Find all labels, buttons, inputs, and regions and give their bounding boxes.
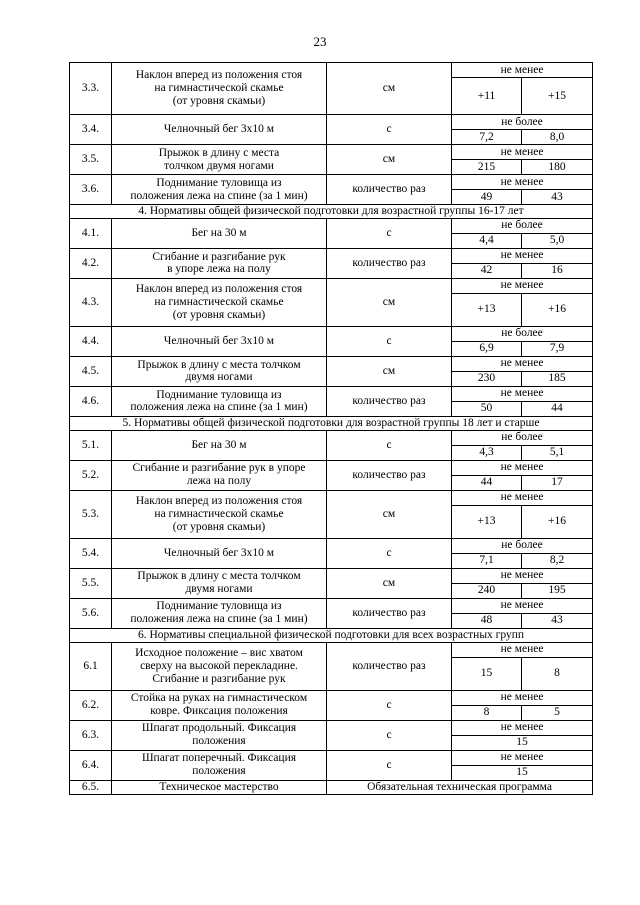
exercise-name: [112, 568, 327, 598]
exercise-line: Сгибание и разгибание рук: [152, 250, 286, 263]
exercise-line: положения лежа на спине (за 1 мин): [130, 189, 308, 202]
exercise-name: [112, 248, 327, 278]
exercise-name: [112, 278, 327, 326]
qualifier: не более: [452, 115, 593, 130]
row-number: 5.4.: [70, 538, 112, 568]
exercise-line: Прыжок в длину с места толчком: [137, 358, 301, 371]
table-row: [70, 568, 593, 583]
exercise-name: [112, 356, 327, 386]
exercise-name: [112, 430, 327, 460]
exercise-line: положения: [192, 765, 246, 778]
qualifier: не менее: [452, 750, 593, 765]
exercise-line: Поднимание туловища из: [156, 176, 282, 189]
exercise-name: [112, 690, 327, 720]
exercise-line: Челночный бег 3х10 м: [163, 123, 275, 136]
table-row: [70, 598, 593, 613]
exercise-name: [112, 63, 327, 115]
exercise-line: Наклон вперед из положения стоя: [135, 69, 303, 82]
table-row: [70, 386, 593, 401]
norm-value-male: 230: [452, 371, 522, 386]
exercise-line: Челночный бег 3х10 м: [163, 546, 275, 559]
exercise-line: на гимнастической скамье: [154, 82, 284, 95]
exercise-line: Поднимание туловища из: [156, 388, 282, 401]
table-row: [70, 490, 593, 505]
unit: количество раз: [327, 460, 452, 490]
norm-value-male: 42: [452, 263, 522, 278]
row-number: 4.4.: [70, 326, 112, 356]
qualifier: не менее: [452, 145, 593, 160]
qualifier: не более: [452, 218, 593, 233]
exercise-line: Исходное положение – вис хватом: [135, 646, 303, 659]
row-number: 6.1: [70, 642, 112, 690]
table-row: [70, 642, 593, 657]
section-title: 5. Нормативы общей физической подготовки для возрастной группы 18 лет и старше: [70, 416, 593, 430]
norm-value-male: 49: [452, 190, 522, 205]
exercise-name: [112, 326, 327, 356]
section-header-row: [70, 628, 593, 642]
exercise-line: Бег на 30 м: [191, 226, 247, 239]
row-number: 3.3.: [70, 63, 112, 115]
row-number: 5.3.: [70, 490, 112, 538]
unit: см: [327, 356, 452, 386]
exercise-name: [112, 115, 327, 145]
exercise-name: [112, 750, 327, 780]
exercise-line: Техническое мастерство: [159, 780, 279, 793]
table-row: [70, 326, 593, 341]
norm-value-male: 240: [452, 583, 522, 598]
qualifier: не менее: [452, 356, 593, 371]
table-row: [70, 720, 593, 735]
unit: количество раз: [327, 386, 452, 416]
table-row: [70, 248, 593, 263]
table-row: [70, 538, 593, 553]
row-number: 5.2.: [70, 460, 112, 490]
row-number: 6.2.: [70, 690, 112, 720]
exercise-line: Наклон вперед из положения стоя: [135, 494, 303, 507]
norm-value-male: +13: [452, 293, 522, 326]
exercise-line: Поднимание туловища из: [156, 600, 282, 613]
qualifier: не менее: [452, 568, 593, 583]
exercise-name: [112, 145, 327, 175]
exercise-line: двумя ногами: [185, 371, 253, 384]
exercise-line: сверху на высокой перекладине.: [140, 659, 298, 672]
row-number: 6.4.: [70, 750, 112, 780]
exercise-line: Наклон вперед из положения стоя: [135, 283, 303, 296]
norm-value-female: 43: [522, 613, 593, 628]
norm-value-female: +16: [522, 293, 593, 326]
exercise-line: Бег на 30 м: [191, 438, 247, 451]
exercise-line: на гимнастической скамье: [154, 295, 284, 308]
qualifier: не менее: [452, 63, 593, 78]
qualifier: не менее: [452, 490, 593, 505]
row-number: 5.5.: [70, 568, 112, 598]
unit: количество раз: [327, 598, 452, 628]
norm-value-female: 8: [522, 657, 593, 690]
unit: с: [327, 430, 452, 460]
table-row: [70, 750, 593, 765]
qualifier: не более: [452, 326, 593, 341]
qualifier: не более: [452, 430, 593, 445]
exercise-line: (от уровня скамьи): [172, 520, 266, 533]
exercise-line: ковре. Фиксация положения: [150, 705, 288, 718]
section-header-row: [70, 416, 593, 430]
norm-value-male: 15: [452, 657, 522, 690]
qualifier: не менее: [452, 720, 593, 735]
norm-value: 15: [452, 765, 593, 780]
unit: количество раз: [327, 642, 452, 690]
norm-value-male: 4,3: [452, 445, 522, 460]
exercise-line: Челночный бег 3х10 м: [163, 334, 275, 347]
exercise-line: (от уровня скамьи): [172, 308, 266, 321]
exercise-name: [112, 642, 327, 690]
norm-value-female: 8,2: [522, 553, 593, 568]
table-row: [70, 175, 593, 190]
row-number: 3.6.: [70, 175, 112, 205]
norm-value-female: 7,9: [522, 341, 593, 356]
qualifier: не менее: [452, 598, 593, 613]
unit: с: [327, 720, 452, 750]
exercise-line: Сгибание и разгибание рук: [152, 672, 286, 685]
qualifier: не менее: [452, 460, 593, 475]
row-number: 3.5.: [70, 145, 112, 175]
exercise-name: [112, 218, 327, 248]
unit: с: [327, 750, 452, 780]
exercise-line: Сгибание и разгибание рук в упоре: [132, 462, 306, 475]
row-number: 4.1.: [70, 218, 112, 248]
norm-value-male: 44: [452, 475, 522, 490]
unit: см: [327, 278, 452, 326]
table-row: [70, 460, 593, 475]
section-header-row: [70, 205, 593, 219]
unit: с: [327, 538, 452, 568]
norm-value-male: 48: [452, 613, 522, 628]
unit: с: [327, 218, 452, 248]
qualifier: не более: [452, 538, 593, 553]
exercise-line: лежа на полу: [186, 475, 252, 488]
norm-value-female: +15: [522, 78, 593, 115]
exercise-line: на гимнастической скамье: [154, 507, 284, 520]
norms-table: [69, 62, 593, 795]
unit: с: [327, 690, 452, 720]
exercise-line: Стойка на руках на гимнастическом: [130, 692, 308, 705]
unit: см: [327, 490, 452, 538]
qualifier: не менее: [452, 690, 593, 705]
exercise-name: [112, 386, 327, 416]
exercise-name: [112, 490, 327, 538]
table-row: [70, 430, 593, 445]
qualifier: не менее: [452, 175, 593, 190]
exercise-name: [112, 720, 327, 750]
exercise-name: [112, 538, 327, 568]
row-number: 6.3.: [70, 720, 112, 750]
row-number: 4.6.: [70, 386, 112, 416]
norm-value-female: 180: [522, 160, 593, 175]
exercise-name: [112, 460, 327, 490]
page-number: 23: [313, 34, 327, 49]
norm-value-female: 185: [522, 371, 593, 386]
exercise-line: Прыжок в длину с места: [158, 146, 280, 159]
exercise-line: (от уровня скамьи): [172, 94, 266, 107]
table-row: [70, 690, 593, 705]
norm-value-female: 43: [522, 190, 593, 205]
table-row: [70, 145, 593, 160]
exercise-line: толчком двумя ногами: [164, 159, 274, 172]
norm-value-male: +11: [452, 78, 522, 115]
unit: количество раз: [327, 175, 452, 205]
norm-value-male: 4,4: [452, 233, 522, 248]
row-number: 6.5.: [70, 780, 112, 794]
norm-value-female: 5,1: [522, 445, 593, 460]
norm-value: 15: [452, 735, 593, 750]
section-title: 6. Нормативы специальной физической подготовки для всех возрастных групп: [70, 628, 593, 642]
norm-value-female: 17: [522, 475, 593, 490]
unit: с: [327, 326, 452, 356]
row-number: 4.3.: [70, 278, 112, 326]
exercise-line: Прыжок в длину с места толчком: [137, 570, 301, 583]
exercise-name: [112, 175, 327, 205]
row-number: 3.4.: [70, 115, 112, 145]
norm-value-male: +13: [452, 505, 522, 538]
unit: см: [327, 568, 452, 598]
norm-value-male: 50: [452, 401, 522, 416]
exercise-name: [112, 780, 327, 794]
exercise-line: положения лежа на спине (за 1 мин): [130, 401, 308, 414]
qualifier: не менее: [452, 248, 593, 263]
exercise-line: положения лежа на спине (за 1 мин): [130, 613, 308, 626]
norm-value-male: 7,1: [452, 553, 522, 568]
norm-value-female: 5: [522, 705, 593, 720]
table-row: [70, 356, 593, 371]
row-number: 4.5.: [70, 356, 112, 386]
exercise-line: двумя ногами: [185, 583, 253, 596]
norm-value-male: 215: [452, 160, 522, 175]
norm-value-female: 5,0: [522, 233, 593, 248]
exercise-line: в упоре лежа на полу: [167, 263, 271, 276]
unit: см: [327, 63, 452, 115]
table-row: [70, 115, 593, 130]
row-number: 4.2.: [70, 248, 112, 278]
row-number: 5.1.: [70, 430, 112, 460]
exercise-line: Шпагат продольный. Фиксация: [141, 722, 297, 735]
section-title: 4. Нормативы общей физической подготовки для возрастной группы 16-17 лет: [70, 205, 593, 219]
table-row: [70, 278, 593, 293]
table-row: [70, 780, 593, 794]
norm-value-male: 6,9: [452, 341, 522, 356]
norm-value-female: +16: [522, 505, 593, 538]
qualifier: не менее: [452, 386, 593, 401]
norm-value-male: 7,2: [452, 130, 522, 145]
norm-value-female: 8,0: [522, 130, 593, 145]
table-row: [70, 218, 593, 233]
exercise-name: [112, 598, 327, 628]
exercise-line: положения: [192, 735, 246, 748]
unit: с: [327, 115, 452, 145]
norm-value-female: 44: [522, 401, 593, 416]
unit: количество раз: [327, 248, 452, 278]
program-value: Обязательная техническая программа: [327, 780, 593, 794]
row-number: 5.6.: [70, 598, 112, 628]
norm-value-male: 8: [452, 705, 522, 720]
exercise-line: Шпагат поперечный. Фиксация: [141, 752, 297, 765]
table-row: [70, 63, 593, 78]
qualifier: не менее: [452, 278, 593, 293]
unit: см: [327, 145, 452, 175]
qualifier: не менее: [452, 642, 593, 657]
norm-value-female: 16: [522, 263, 593, 278]
norm-value-female: 195: [522, 583, 593, 598]
